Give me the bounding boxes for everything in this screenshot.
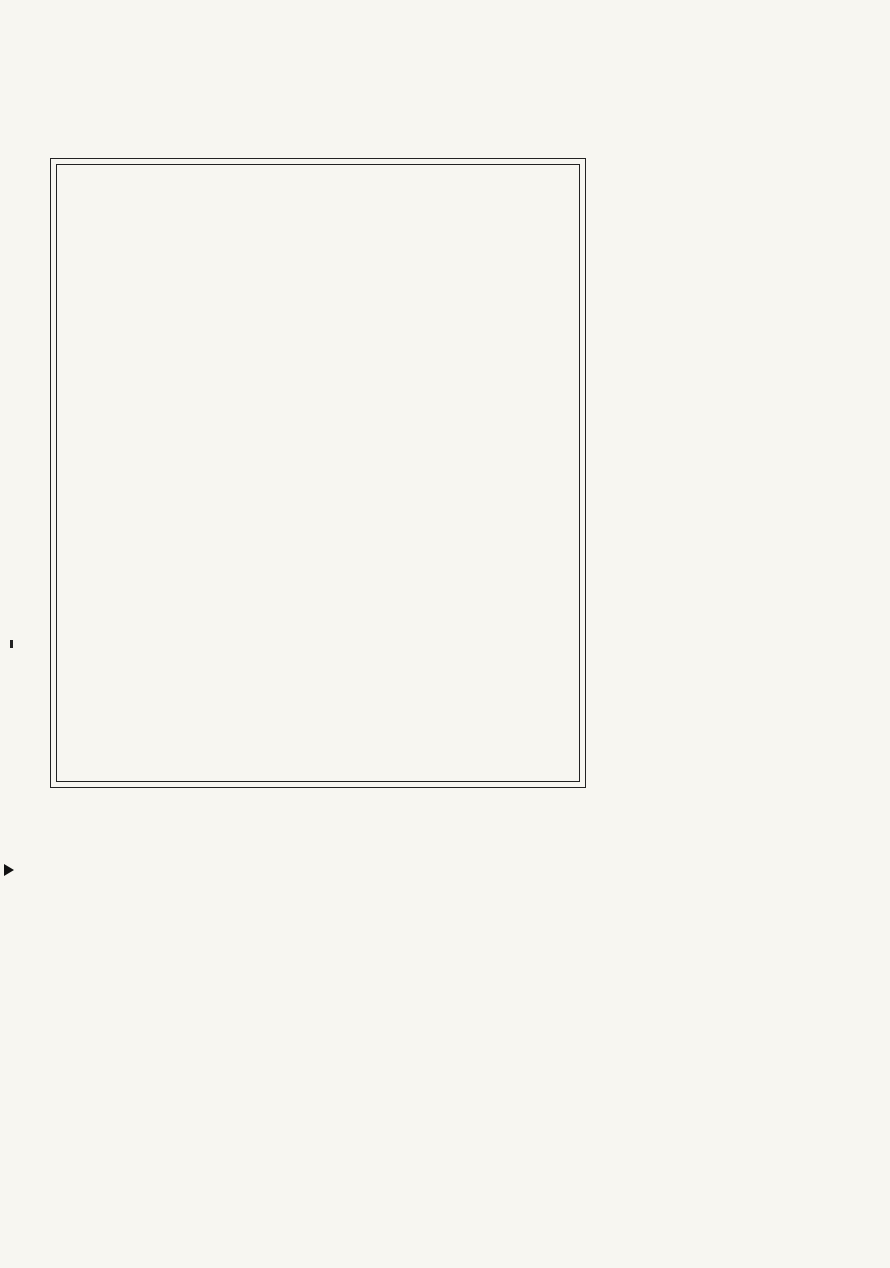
margin-arrow-marker	[4, 864, 14, 876]
commentary-frame-inner	[56, 164, 580, 782]
margin-dot	[10, 640, 13, 648]
